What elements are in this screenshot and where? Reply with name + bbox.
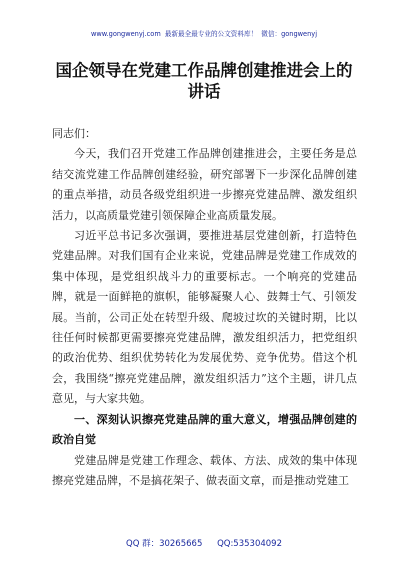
- header-slogan: 最新最全最专业的公文资料库！: [164, 30, 258, 38]
- salutation: 同志们：: [52, 127, 96, 140]
- header-site-link[interactable]: www.gongwenyj.com: [90, 30, 161, 38]
- footer-qq-group: QQ 群：30265665: [126, 539, 203, 549]
- header-wechat: 微信：gongwenyj: [261, 30, 318, 38]
- page-header: [0, 28, 408, 38]
- section-heading: 一、深刻认识擦亮党建品牌的重大意义，增强品牌创建的政治自觉: [52, 412, 357, 447]
- page-footer: [0, 537, 408, 549]
- document-body: [52, 124, 357, 491]
- paragraph-1: 今天，我们召开党建工作品牌创建推进会，主要任务是总结交流党建工作品牌创建经验，研究部署下一步深化品牌创建的重点举措，动员各级党组织进一步擦亮党建品牌、激发组织活力，以高质量党建引领保障企业高质量发展。: [52, 147, 357, 222]
- footer-qq: QQ:535304092: [217, 539, 282, 549]
- section-paragraph: 党建品牌是党建工作理念、载体、方法、成效的集中体现擦亮党建品牌，不是搞花架子、做表面文章，而是推动党建工: [52, 453, 357, 487]
- document-title: 国企领导在党建工作品牌创建推进会上的讲话: [55, 61, 353, 101]
- paragraph-2: 习近平总书记多次强调，要推进基层党建创新，打造特色党建品牌。对我们国有企业来说，党建品牌是党建工作成效的集中体现，是党组织战斗力的重要标志。一个响亮的党建品牌，就是一面鲜艳的旗帜，能够凝聚人心、鼓舞士气、引领发展。当前，公司正处在转型升级、爬坡过坎的关键时期，比以往任何时候都更需要擦亮党建品牌，激发组织活力，把党组织的政治优势、组织优势转化为发展优势、竞争优势。借这个机会，我围绕“擦亮党建品牌，激发组织活力”这个主题，讲几点意见，与大家共勉。: [52, 229, 357, 406]
